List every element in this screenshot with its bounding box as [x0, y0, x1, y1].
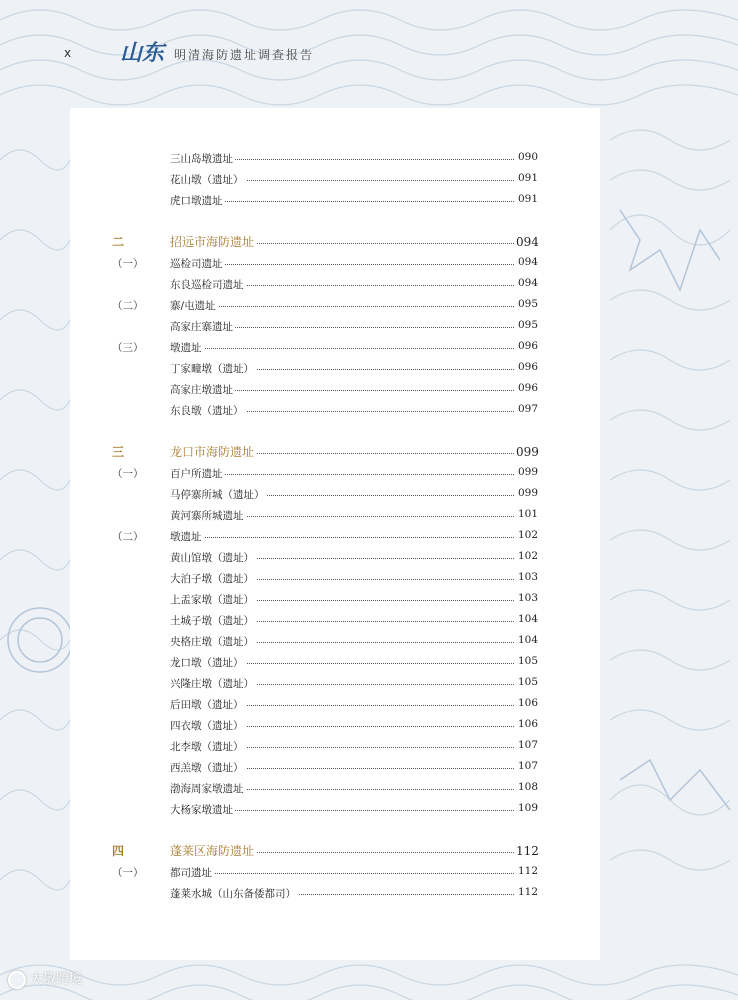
toc-page-number: 112 — [514, 865, 538, 877]
dot-leader — [170, 264, 538, 265]
toc-page-number: 097 — [514, 403, 538, 415]
toc-number-label: 二 — [112, 235, 125, 249]
toc-entry-row[interactable] — [0, 147, 738, 167]
toc-entry-row[interactable] — [0, 504, 738, 524]
watermark — [8, 968, 82, 989]
toc-entry-row[interactable] — [0, 483, 738, 503]
toc-entry-row[interactable] — [0, 630, 738, 650]
toc-entry-row[interactable] — [0, 693, 738, 713]
toc-number-label: （三） — [112, 342, 144, 354]
toc-entry-title: 四衣墩（遗址） — [170, 720, 244, 732]
toc-entry-title: 龙口市海防遗址 — [170, 445, 255, 459]
toc-entry-row[interactable] — [0, 861, 738, 881]
toc-entry-title: 东良墩（遗址） — [170, 405, 244, 417]
toc-page-number: 096 — [514, 361, 538, 373]
toc-entry-title: 东良巡检司遗址 — [170, 279, 244, 291]
toc-entry-row[interactable] — [0, 882, 738, 902]
toc-entry-row[interactable] — [0, 651, 738, 671]
toc-entry-title: 大杨家墩遗址 — [170, 804, 233, 816]
toc-page-number: 094 — [516, 235, 539, 249]
toc-page-number: 090 — [514, 151, 538, 163]
toc-entry-title: 墩遗址 — [170, 342, 202, 354]
toc-entry-row[interactable] — [0, 252, 738, 272]
toc-entry-title: 三山岛墩遗址 — [170, 153, 233, 165]
toc-page-number: 112 — [516, 844, 539, 858]
toc-page-number: 107 — [514, 760, 538, 772]
toc-entry-row[interactable] — [0, 462, 738, 482]
toc-page-number: 099 — [516, 445, 539, 459]
toc-page-number: 096 — [514, 382, 538, 394]
toc-number-label: 四 — [112, 844, 125, 858]
toc-entry-title: 百户所遗址 — [170, 468, 223, 480]
dot-leader — [170, 873, 538, 874]
toc-number-label: 三 — [112, 445, 125, 459]
toc-entry-title: 西羔墩（遗址） — [170, 762, 244, 774]
toc-page-number: 107 — [514, 739, 538, 751]
toc-entry-title: 高家庄寨遗址 — [170, 321, 233, 333]
page-number: x — [64, 46, 72, 60]
toc-entry-row[interactable] — [0, 315, 738, 335]
toc-page-number: 095 — [514, 319, 538, 331]
brand-logo: 山东 — [120, 40, 165, 66]
toc-page-number: 104 — [514, 613, 538, 625]
toc-page-number: 102 — [514, 550, 538, 562]
toc-entry-title: 墩遗址 — [170, 531, 202, 543]
toc-entry-row[interactable] — [0, 777, 738, 797]
toc-entry-row[interactable] — [0, 714, 738, 734]
toc-page-number: 096 — [514, 340, 538, 352]
toc-entry-row[interactable] — [0, 546, 738, 566]
toc-entry-row[interactable] — [0, 609, 738, 629]
toc-entry-title: 虎口墩遗址 — [170, 195, 223, 207]
toc-section-row[interactable] — [0, 840, 738, 860]
toc-page-number: 099 — [514, 487, 538, 499]
dot-leader — [170, 348, 538, 349]
toc-entry-title: 北李墩（遗址） — [170, 741, 244, 753]
toc-entry-row[interactable] — [0, 189, 738, 209]
toc-number-label: （一） — [112, 867, 144, 879]
toc-entry-row[interactable] — [0, 336, 738, 356]
toc-page-number: 103 — [514, 571, 538, 583]
toc-entry-row[interactable] — [0, 378, 738, 398]
toc-entry-row[interactable] — [0, 672, 738, 692]
toc-entry-title: 都司遗址 — [170, 867, 212, 879]
dot-leader — [170, 201, 538, 202]
toc-entry-title: 黄河寨所城遗址 — [170, 510, 244, 522]
toc-entry-title: 渤海周家墩遗址 — [170, 783, 244, 795]
dot-leader — [170, 474, 538, 475]
watermark-icon — [8, 971, 26, 989]
toc-page-number: 104 — [514, 634, 538, 646]
toc-entry-row[interactable] — [0, 357, 738, 377]
toc-page-number: 103 — [514, 592, 538, 604]
toc-entry-title: 龙口墩（遗址） — [170, 657, 244, 669]
toc-entry-row[interactable] — [0, 399, 738, 419]
toc-entry-title: 黄山馆墩（遗址） — [170, 552, 254, 564]
toc-entry-title: 花山墩（遗址） — [170, 174, 244, 186]
toc-entry-title: 丁家疃墩（遗址） — [170, 363, 254, 375]
toc-page-number: 102 — [514, 529, 538, 541]
toc-entry-row[interactable] — [0, 756, 738, 776]
toc-entry-title: 土城子墩（遗址） — [170, 615, 254, 627]
toc-entry-title: 央格庄墩（遗址） — [170, 636, 254, 648]
toc-entry-row[interactable] — [0, 798, 738, 818]
toc-page-number: 094 — [514, 256, 538, 268]
toc-entry-title: 马停寨所城（遗址） — [170, 489, 265, 501]
toc-entry-row[interactable] — [0, 294, 738, 314]
toc-page-number: 106 — [514, 718, 538, 730]
toc-entry-title: 寨/屯遗址 — [170, 300, 216, 312]
toc-entry-row[interactable] — [0, 273, 738, 293]
toc-page-number: 105 — [514, 676, 538, 688]
toc-entry-row[interactable] — [0, 588, 738, 608]
toc-page-number: 095 — [514, 298, 538, 310]
toc-page-number: 109 — [514, 802, 538, 814]
toc-entry-title: 巡检司遗址 — [170, 258, 223, 270]
toc-entry-title: 蓬莱区海防遗址 — [170, 844, 255, 858]
toc-page-number: 105 — [514, 655, 538, 667]
toc-page-number: 094 — [514, 277, 538, 289]
toc-number-label: （一） — [112, 468, 144, 480]
toc-entry-title: 上盂家墩（遗址） — [170, 594, 254, 606]
toc-page-number: 112 — [514, 886, 538, 898]
toc-entry-row[interactable] — [0, 735, 738, 755]
dot-leader — [170, 306, 538, 307]
watermark-text: 大敬跨境 — [30, 972, 83, 987]
toc-section-row[interactable] — [0, 231, 738, 251]
book-title: 明清海防遗址调查报告 — [174, 48, 315, 62]
toc-number-label: （二） — [112, 300, 144, 312]
toc-section-row[interactable] — [0, 441, 738, 461]
toc-entry-row[interactable] — [0, 567, 738, 587]
toc-number-label: （一） — [112, 258, 144, 270]
toc-entry-title: 后田墩（遗址） — [170, 699, 244, 711]
toc-page-number: 091 — [514, 193, 538, 205]
toc-page-number: 108 — [514, 781, 538, 793]
toc-entry-title: 兴隆庄墩（遗址） — [170, 678, 254, 690]
toc-entry-title: 大泊子墩（遗址） — [170, 573, 254, 585]
toc-entry-title: 高家庄墩遗址 — [170, 384, 233, 396]
toc-entry-title: 蓬莱水城（山东备倭都司） — [170, 888, 296, 900]
toc-page-number: 106 — [514, 697, 538, 709]
toc-page-number: 091 — [514, 172, 538, 184]
toc-number-label: （二） — [112, 531, 144, 543]
toc-entry-row[interactable] — [0, 525, 738, 545]
toc-page-number: 099 — [514, 466, 538, 478]
toc-entry-title: 招远市海防遗址 — [170, 235, 255, 249]
toc-page-number: 101 — [514, 508, 538, 520]
toc-entry-row[interactable] — [0, 168, 738, 188]
dot-leader — [170, 537, 538, 538]
